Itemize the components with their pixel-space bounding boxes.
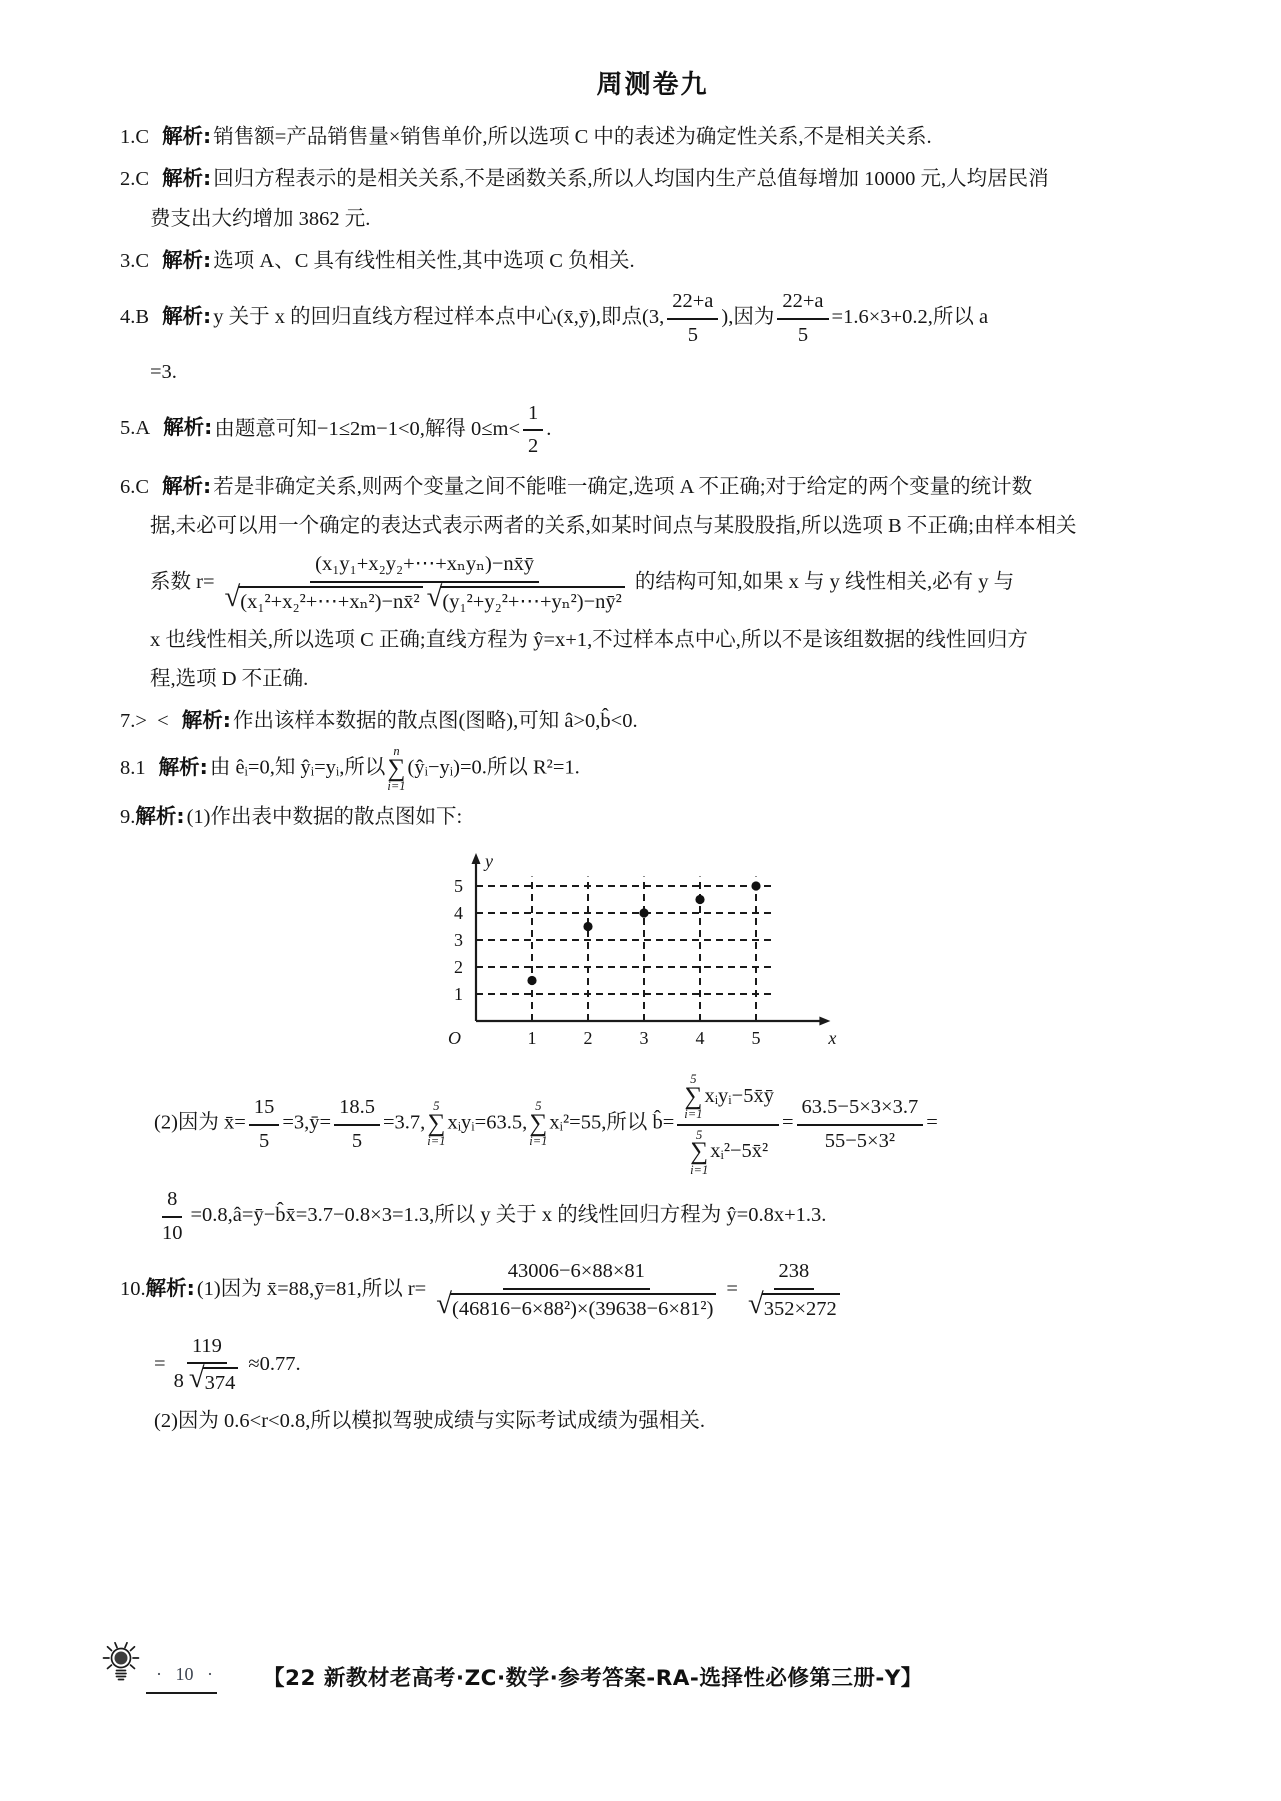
- correlation-coefficient-fraction: [218, 550, 632, 616]
- solution-item-1: [120, 119, 1185, 155]
- solution-item-4: [120, 285, 1185, 391]
- fraction-numerator: 8: [162, 1185, 182, 1218]
- solution-text: xᵢ²=55,所以 b̂=: [549, 1111, 675, 1134]
- sum-upper-limit: 5: [535, 1099, 542, 1114]
- fraction-denominator: 5: [351, 1129, 363, 1152]
- summation: [427, 1100, 445, 1148]
- scatter-plot-canvas: [420, 845, 1185, 1057]
- radicand: (46816−6×88²)×(39638−6×81²): [450, 1293, 716, 1323]
- fraction-numerator: 22+a: [667, 287, 718, 320]
- solution-line: [120, 285, 1185, 351]
- fraction-denominator: [683, 1126, 773, 1178]
- solution-text: y 关于 x 的回归直线方程过样本点中心(x̄,ȳ),即点(3,: [213, 305, 665, 328]
- correlation-r-fraction: [429, 1257, 723, 1323]
- solution-text: 由 êᵢ=0,知 ŷᵢ=yᵢ,所以: [209, 756, 386, 779]
- radical-symbol: √: [224, 580, 241, 613]
- fraction-numerator: 15: [249, 1093, 280, 1126]
- answer-number: 6.C: [120, 475, 150, 498]
- solution-item-3: [120, 243, 1185, 279]
- fraction-denominator: 2: [528, 435, 539, 458]
- summation: [690, 1129, 708, 1177]
- fraction-numerator: [677, 1071, 779, 1126]
- solution-text: (1)因为 x̄=88,ȳ=81,所以 r=: [196, 1278, 427, 1301]
- fraction-denominator: 55−5×3²: [824, 1129, 896, 1152]
- fraction: [523, 399, 543, 461]
- answer-number: 3.C: [120, 249, 150, 272]
- analysis-label: 解析:: [163, 415, 213, 440]
- solution-item-2: [120, 161, 1185, 237]
- sum-lower-limit: i=1: [387, 779, 406, 794]
- slope-estimator-fraction: [677, 1071, 779, 1177]
- solution-line: [120, 397, 1185, 463]
- data-point: [583, 922, 592, 931]
- y-axis-arrow: [472, 853, 481, 864]
- fraction: [667, 287, 718, 349]
- solution-text: =: [781, 1111, 794, 1134]
- fraction-numerator: 18.5: [334, 1093, 380, 1126]
- solution-line: [120, 662, 1185, 697]
- bulb-filament: [115, 1652, 128, 1665]
- data-point: [639, 908, 648, 917]
- fraction: [169, 1332, 246, 1398]
- radical-symbol: √: [426, 580, 443, 613]
- radical: [224, 580, 423, 616]
- x-tick-label: 1: [527, 1028, 537, 1048]
- y-tick-label: 2: [454, 957, 463, 977]
- solution-item-7: [120, 703, 1185, 739]
- sigma-symbol: ∑: [427, 1109, 446, 1137]
- fraction-numerator: 22+a: [777, 287, 828, 320]
- formula-text: xᵢyᵢ−5x̄ȳ: [704, 1084, 774, 1107]
- solution-line: [120, 623, 1185, 658]
- solution-line: [120, 548, 1185, 618]
- solution-text: 系数 r=: [150, 571, 215, 594]
- fraction-numerator: 63.5−5×3×3.7: [797, 1093, 924, 1126]
- solution-line: [120, 703, 1185, 739]
- solution-line: [120, 799, 1185, 835]
- solution-item-9: [120, 799, 1185, 1250]
- radical-symbol: √: [188, 1362, 205, 1395]
- y-tick-label: 3: [454, 930, 463, 950]
- answer-number: 1.C: [120, 126, 150, 148]
- fraction: [741, 1257, 847, 1323]
- solution-text: =3.: [150, 361, 177, 384]
- sigma-symbol: ∑: [529, 1109, 548, 1137]
- fraction-denominator: 5: [797, 323, 809, 346]
- fraction-denominator: 5: [258, 1129, 270, 1152]
- sum-upper-limit: 5: [696, 1127, 703, 1142]
- radical-symbol: √: [747, 1287, 764, 1320]
- fraction: [334, 1093, 380, 1155]
- solution-text: (1)作出表中数据的散点图如下:: [186, 805, 463, 828]
- summation: [684, 1073, 702, 1121]
- fraction-denominator: 5: [687, 323, 698, 346]
- answer-number: 10.: [120, 1278, 146, 1301]
- y-axis-label: y: [485, 851, 493, 871]
- y-tick-label: 4: [454, 903, 463, 923]
- solution-line: [120, 1330, 1185, 1400]
- solution-text: 回归方程表示的是相关关系,不是函数关系,所以人均国内生产总值每增加 10000 元,人均居民消: [213, 168, 1049, 191]
- solution-line: [120, 1255, 1185, 1325]
- fraction-numerator: 1: [523, 399, 543, 432]
- answer-number: 9.: [120, 805, 136, 828]
- sum-upper-limit: 5: [433, 1099, 440, 1114]
- data-point: [695, 895, 704, 904]
- radicand: (x₁²+x₂²+⋯+xₙ²)−nx̄²: [238, 586, 422, 616]
- sum-lower-limit: i=1: [529, 1134, 548, 1149]
- solution-item-6: [120, 469, 1185, 697]
- x-tick-label: 3: [639, 1028, 649, 1048]
- solution-text: =1.6×3+0.2,所以 a: [831, 305, 989, 328]
- fraction-denominator: [218, 580, 632, 617]
- radicand: 352×272: [762, 1293, 840, 1323]
- radical: [747, 1287, 840, 1323]
- answer-number: 5.A: [120, 417, 151, 440]
- solution-text: xᵢyᵢ=63.5,: [447, 1111, 528, 1134]
- solution-text: =: [154, 1352, 166, 1375]
- analysis-label: 解析:: [145, 1276, 195, 1301]
- x-tick-label: 5: [751, 1028, 761, 1048]
- scatter-plot: [420, 845, 1185, 1057]
- solution-text: 选项 A、C 具有线性相关性,其中选项 C 负相关.: [213, 249, 635, 272]
- solution-line: [120, 1404, 1185, 1439]
- page-number: · 10 ·: [146, 1664, 217, 1694]
- x-axis-label: x: [828, 1028, 837, 1048]
- solution-line: [120, 355, 1185, 390]
- sum-lower-limit: i=1: [690, 1162, 709, 1177]
- solution-line: [120, 1069, 1185, 1179]
- solution-text: =: [726, 1278, 738, 1301]
- solution-text: (2)因为 x̄=: [154, 1111, 246, 1134]
- fraction-denominator: [429, 1287, 723, 1324]
- summation: [529, 1100, 547, 1148]
- solution-line: [120, 202, 1185, 237]
- fraction: [797, 1093, 924, 1155]
- fraction-numerator: 43006−6×88×81: [503, 1257, 650, 1290]
- sigma-symbol: ∑: [684, 1082, 703, 1110]
- analysis-label: 解析:: [162, 303, 212, 328]
- sigma-symbol: ∑: [387, 754, 406, 782]
- fraction-denominator: [169, 1364, 246, 1398]
- x-axis-arrow: [819, 1017, 830, 1026]
- radicand: 374: [203, 1367, 239, 1397]
- analysis-label: 解析:: [135, 803, 185, 828]
- data-point: [751, 881, 760, 890]
- radical: [436, 1287, 716, 1323]
- fraction-denominator: [741, 1287, 847, 1324]
- formula-text: xᵢ²−5x̄²: [710, 1140, 769, 1163]
- solution-text: ),因为: [721, 305, 775, 328]
- solution-item-10: [120, 1255, 1185, 1439]
- solution-text: =3.7,: [382, 1111, 426, 1134]
- analysis-label: 解析:: [162, 247, 212, 272]
- answer-number: 8.1: [120, 756, 146, 779]
- analysis-label: 解析:: [181, 708, 231, 732]
- solution-line: [120, 469, 1185, 505]
- page-footer: [100, 1642, 923, 1694]
- origin-label: O: [448, 1028, 461, 1048]
- y-tick-label: 5: [454, 876, 463, 896]
- sum-upper-limit: 5: [690, 1072, 697, 1086]
- fraction-numerator: 119: [187, 1332, 227, 1365]
- solution-text: .: [546, 417, 552, 440]
- fraction-denominator: 10: [162, 1221, 183, 1244]
- analysis-label: 解析:: [162, 124, 212, 148]
- answer-number: 4.B: [120, 305, 150, 328]
- solution-line: [120, 161, 1185, 197]
- analysis-label: 解析:: [162, 166, 212, 191]
- sum-upper-limit: n: [393, 744, 400, 759]
- solution-line: [120, 119, 1185, 155]
- scatter-plot-svg: [420, 845, 860, 1051]
- analysis-label: 解析:: [158, 754, 208, 779]
- sigma-symbol: ∑: [690, 1138, 709, 1165]
- analysis-label: 解析:: [162, 473, 212, 498]
- radical: [188, 1362, 239, 1397]
- answer-number: 2.C: [120, 168, 150, 191]
- radicand: (y₁²+y₂²+⋯+yₙ²)−nȳ²: [440, 586, 624, 616]
- answer-number: 7.> <: [120, 710, 169, 732]
- solution-text: 费支出大约增加 3862 元.: [150, 207, 371, 230]
- solution-text: =: [926, 1111, 938, 1134]
- fraction-numerator: 238: [774, 1257, 815, 1290]
- y-tick-label: 1: [454, 984, 463, 1004]
- fraction-numerator: [310, 550, 539, 583]
- radical: [426, 580, 625, 616]
- solution-item-8: [120, 745, 1185, 793]
- fraction: [249, 1093, 280, 1155]
- fraction: [777, 287, 828, 349]
- lightbulb-icon: [100, 1642, 142, 1694]
- solution-text: =0.8,â=ȳ−b̂x̄=3.7−0.8×3=1.3,所以 y 关于 x 的线性回归方程为 ŷ=0.8x+1.3.: [190, 1203, 827, 1226]
- solution-text: ≈0.77.: [248, 1352, 301, 1375]
- solution-text: 作出该样本数据的散点图(图略),可知 â>0,b̂<0.: [232, 710, 638, 732]
- solution-item-5: [120, 397, 1185, 463]
- solution-line: [120, 509, 1185, 544]
- solution-line: [120, 1183, 1185, 1249]
- x-tick-label: 2: [583, 1028, 593, 1048]
- sum-lower-limit: i=1: [427, 1134, 446, 1149]
- summation: [387, 745, 405, 793]
- denominator-coefficient: 8: [173, 1370, 184, 1393]
- footer-imprint: 【22 新教材老高考·ZC·数学·参考答案-RA-选择性必修第三册-Y】: [263, 1666, 923, 1691]
- formula-text: (x₁y₁+x₂y₂+⋯+xₙyₙ)−nx̄ȳ: [315, 553, 535, 576]
- solution-text: 若是非确定关系,则两个变量之间不能唯一确定,选项 A 不正确;对于给定的两个变量的统计数: [213, 475, 1033, 498]
- radical-symbol: √: [436, 1287, 452, 1320]
- solution-text: 由题意可知−1≤2m−1<0,解得 0≤m<: [214, 417, 521, 440]
- solution-text: 的结构可知,如果 x 与 y 线性相关,必有 y 与: [634, 571, 1015, 594]
- data-point: [527, 976, 536, 985]
- solution-line: [120, 745, 1185, 793]
- solution-text: 程,选项 D 不正确.: [150, 667, 309, 690]
- fraction: [157, 1185, 188, 1247]
- page-title: 周测卷九: [596, 70, 709, 100]
- solution-text: 销售额=产品销售量×销售单价,所以选项 C 中的表述为确定性关系,不是相关关系.: [213, 126, 932, 148]
- solution-text: (2)因为 0.6<r<0.8,所以模拟驾驶成绩与实际考试成绩为强相关.: [154, 1409, 705, 1432]
- solution-text: x 也线性相关,所以选项 C 正确;直线方程为 ŷ=x+1,不过样本点中心,所以不是该组数据的线性回归方: [150, 628, 1028, 651]
- solution-text: 据,未必可以用一个确定的表达式表示两者的关系,如某时间点与某股股指,所以选项 B 不正确;由样本相关: [150, 515, 1077, 537]
- x-tick-label: 4: [695, 1028, 705, 1048]
- solution-text: (ŷᵢ−yᵢ)=0.所以 R²=1.: [407, 756, 580, 779]
- solution-text: =3,ȳ=: [282, 1111, 332, 1134]
- sum-lower-limit: i=1: [684, 1107, 703, 1121]
- solution-line: [120, 243, 1185, 279]
